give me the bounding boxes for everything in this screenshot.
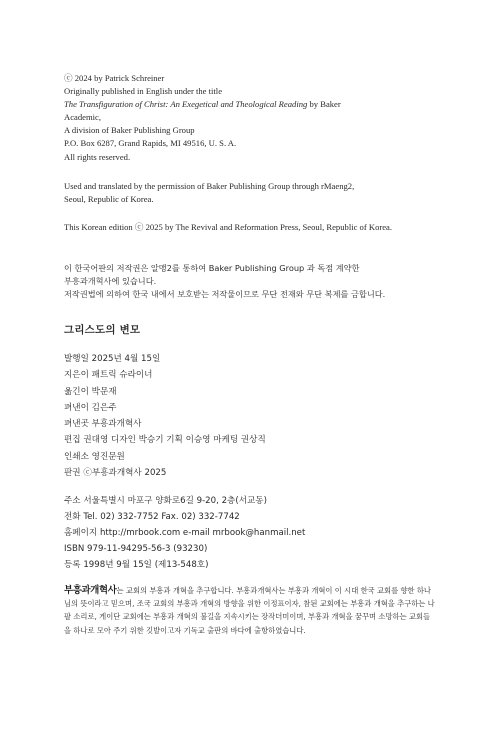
- publisher-name: 펴낸곳 부흥과개혁사: [64, 419, 142, 430]
- notice-line: 이 한국어판의 저작권은 알맹2를 통하여 Baker Publishing Group 과 독점 계약한: [64, 263, 360, 273]
- license-block: [64, 180, 439, 206]
- copyright-notice-block: [64, 262, 439, 302]
- staff-credits: 편집 권대영 디자인 박승기 기획 이승영 마케팅 권상직: [64, 435, 266, 446]
- korean-edition-block: [64, 221, 439, 234]
- korean-edition-text: This Korean edition ⓒ 2025 by The Revival and Reformation Press, Seoul, Republic of Korea.: [64, 222, 393, 232]
- isbn: ISBN 979-11-94295-56-3 (93230): [64, 543, 208, 554]
- address: 주소 서울특별시 마포구 양화로6길 9-20, 2층(서교동): [64, 496, 267, 506]
- original-title-line: [64, 98, 439, 111]
- book-title: 그리스도의 변모: [64, 324, 141, 336]
- publisher-address-line: P.O. Box 6287, Grand Rapids, MI 49516, U. S. A.: [64, 138, 237, 149]
- rights-line: All rights reserved.: [64, 151, 131, 162]
- copyright-block: [64, 72, 439, 164]
- original-title: The Transfiguration of Christ: An Exegetical and Theological Reading: [64, 99, 308, 110]
- license-line: Seoul, Republic of Korea.: [64, 194, 154, 205]
- copyright-line: ⓒ 2024 by Patrick Schreiner: [64, 73, 165, 83]
- original-title-suffix: by Baker: [307, 99, 341, 110]
- printer: 인쇄소 영진문원: [64, 451, 125, 462]
- registration: 등록 1998년 9월 15일 (제13-548호): [64, 559, 209, 570]
- publication-date: 발행일 2025년 4월 15일: [64, 354, 161, 364]
- copyright-holder: 판권 ⓒ부흥과개혁사 2025: [64, 468, 167, 479]
- translator: 옮긴이 박문재: [64, 386, 117, 397]
- publisher-brand: 부흥과개혁사: [64, 585, 117, 596]
- notice-line: 부흥과개혁사에 있습니다.: [64, 276, 157, 287]
- license-line: Used and translated by the permission of Baker Publishing Group through rMaeng2,: [64, 181, 355, 191]
- notice-line: 저작권법에 의하여 한국 내에서 보호받는 저작물이므로 무단 전재와 무단 복제를 금합니다.: [64, 289, 386, 300]
- original-publication-line: Originally published in English under the title: [64, 86, 223, 97]
- mission-text: 는 교회의 부흥과 개혁을 추구합니다. 부흥과개혁사는 부흥과 개혁이 이 시대 한국 교회를 향한 하나님의 뜻이라고 믿으며, 조국 교회의 부흥과 개혁의 방향을 위한 이정표이자, 참된 교회에는 부흥과 개혁을 추구하는 나팔 소리로, 게이단 교회에는 부흥과 개혁의 불길을 지속시키는 장작더미이며, 부흥과 개혁을 꿈꾸며 소망하는 교회들을 하나로 모아 주기 위한 깃발이고자 기독교 출판의 바다에 출항하였습니다.: [64, 586, 435, 635]
- publisher-mission-statement: [64, 584, 436, 637]
- website-email: 홈페이지 http://mrbook.com e-mail mrbook@hanmail.net: [64, 527, 306, 538]
- phone-fax: 전화 Tel. 02) 332-7752 Fax. 02) 332-7742: [64, 511, 240, 522]
- colophon-block: [64, 351, 439, 481]
- contact-block: [64, 494, 439, 574]
- publisher-line: Academic,: [64, 112, 101, 123]
- author: 지은이 패트릭 슈라이너: [64, 370, 153, 381]
- publisher-division-line: A division of Baker Publishing Group: [64, 125, 195, 136]
- publisher-person: 펴낸이 김은주: [64, 402, 117, 413]
